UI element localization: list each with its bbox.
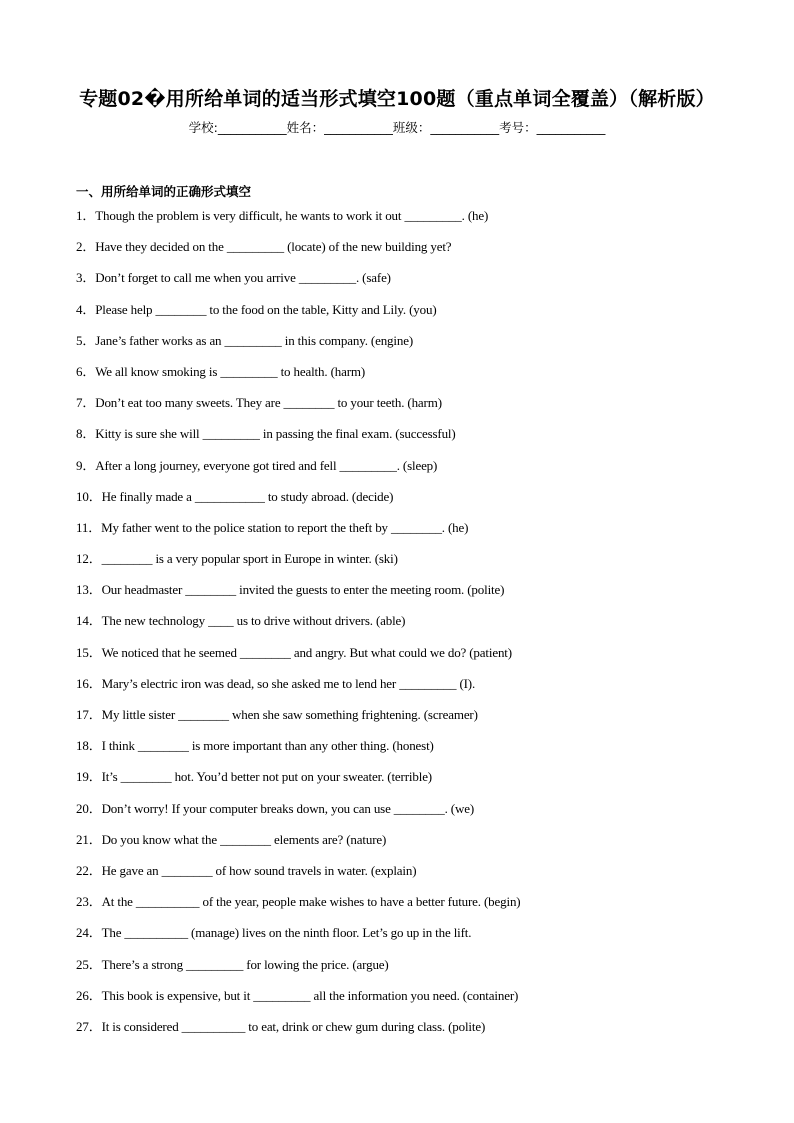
- question-item: [76, 643, 736, 674]
- question-item: [76, 331, 736, 362]
- question-number: 1．: [76, 208, 96, 223]
- question-item: [76, 830, 736, 861]
- question-number: 19．: [76, 769, 102, 785]
- question-number: 13．: [76, 582, 102, 598]
- question-number: 12．: [76, 551, 102, 567]
- question-number: 9．: [76, 457, 96, 473]
- question-text: My little sister ________ when she saw something frightening. (screamer): [101, 707, 478, 722]
- question-text: He gave an ________ of how sound travels in water. (explain): [101, 862, 417, 878]
- question-text: The __________ (manage) lives on the ninth floor. Let’s go up in the lift.: [101, 925, 472, 941]
- question-text: The new technology ____ us to drive without drivers. (able): [101, 613, 406, 629]
- question-number: 6．: [76, 363, 96, 379]
- question-number: 10．: [76, 488, 102, 504]
- question-item: [76, 705, 736, 736]
- question-item: [76, 393, 736, 424]
- question-number: 23．: [76, 894, 102, 910]
- question-item: [76, 456, 736, 487]
- question-item: [76, 580, 736, 611]
- question-item: [76, 986, 736, 1017]
- question-number: 7．: [76, 395, 96, 411]
- question-text: Do you know what the ________ elements are? (nature): [101, 831, 387, 847]
- question-text: It’s ________ hot. You’d better not put on your sweater. (terrible): [101, 769, 432, 785]
- question-item: [76, 268, 736, 299]
- question-text: At the __________ of the year, people make wishes to have a better future. (begin): [101, 894, 521, 910]
- question-number: 5．: [76, 332, 96, 348]
- question-text: This book is expensive, but it _________ all the information you need. (container): [101, 987, 519, 1003]
- document-title: 专题02�用所给单词的适当形式填空100题（重点单词全覆盖）（解析版）: [79, 88, 715, 110]
- question-number: 17．: [76, 707, 102, 722]
- question-item: [76, 206, 736, 237]
- question-number: 8．: [76, 426, 96, 442]
- question-number: 14．: [76, 613, 102, 629]
- question-item: [76, 892, 736, 923]
- question-number: 20．: [76, 800, 102, 816]
- question-text: Jane’s father works as an _________ in this company. (engine): [95, 332, 414, 348]
- question-number: 15．: [76, 644, 102, 660]
- question-number: 11．: [76, 519, 102, 535]
- question-item: [76, 611, 736, 642]
- question-item: [76, 424, 736, 455]
- question-number: 2．: [76, 239, 96, 255]
- question-item: [76, 861, 736, 892]
- question-item: [76, 487, 736, 518]
- question-item: [76, 923, 736, 954]
- question-item: [76, 237, 736, 268]
- question-number: 22．: [76, 862, 102, 878]
- question-text: It is considered __________ to eat, drink or chew gum during class. (polite): [101, 1018, 486, 1034]
- question-text: Have they decided on the _________ (locate) of the new building yet?: [95, 239, 452, 255]
- question-text: We all know smoking is _________ to health. (harm): [95, 363, 366, 379]
- question-item: [76, 549, 736, 580]
- question-text: Our headmaster ________ invited the guests to enter the meeting room. (polite): [101, 582, 505, 598]
- question-text: Kitty is sure she will _________ in passing the final exam. (successful): [95, 426, 456, 442]
- question-number: 25．: [76, 956, 102, 972]
- question-item: [76, 767, 736, 798]
- question-text: After a long journey, everyone got tired and fell _________. (sleep): [95, 457, 438, 473]
- question-number: 4．: [76, 301, 96, 317]
- question-number: 26．: [76, 987, 102, 1003]
- question-number: 21．: [76, 831, 102, 847]
- question-text: There’s a strong _________ for lowing the price. (argue): [101, 956, 389, 972]
- question-text: Don’t worry! If your computer breaks down, you can use ________. (we): [101, 800, 475, 816]
- question-text: I think ________ is more important than any other thing. (honest): [101, 738, 434, 754]
- question-number: 24．: [76, 925, 102, 941]
- question-text: Don’t eat too many sweets. They are ________ to your teeth. (harm): [95, 395, 442, 411]
- question-text: Please help ________ to the food on the table, Kitty and Lily. (you): [95, 301, 437, 317]
- question-text: My father went to the police station to report the theft by ________. (he): [101, 519, 469, 535]
- question-item: [76, 736, 736, 767]
- question-item: [76, 674, 736, 705]
- question-text: Don’t forget to call me when you arrive _________. (safe): [95, 270, 391, 286]
- question-number: 27．: [76, 1018, 102, 1034]
- question-text: Mary’s electric iron was dead, so she asked me to lend her _________ (I).: [101, 675, 476, 691]
- question-text: Though the problem is very difficult, he wants to work it out _________. (he): [95, 208, 489, 223]
- question-text: He finally made a ___________ to study abroad. (decide): [101, 488, 394, 504]
- question-text: We noticed that he seemed ________ and angry. But what could we do? (patient): [101, 644, 512, 660]
- question-item: [76, 362, 736, 393]
- question-number: 18．: [76, 738, 102, 754]
- question-number: 3．: [76, 270, 96, 286]
- student-info-line: 学校:___________姓名：___________班级：___________考号：___________: [188, 120, 606, 135]
- question-number: 16．: [76, 675, 102, 691]
- question-item: [76, 300, 736, 331]
- section-title: 一、用所给单词的正确形式填空: [76, 184, 252, 199]
- question-item: [76, 1017, 736, 1048]
- question-item: [76, 955, 736, 986]
- question-list: [76, 206, 736, 1048]
- question-item: [76, 518, 736, 549]
- question-item: [76, 799, 736, 830]
- question-text: ________ is a very popular sport in Europe in winter. (ski): [101, 551, 398, 567]
